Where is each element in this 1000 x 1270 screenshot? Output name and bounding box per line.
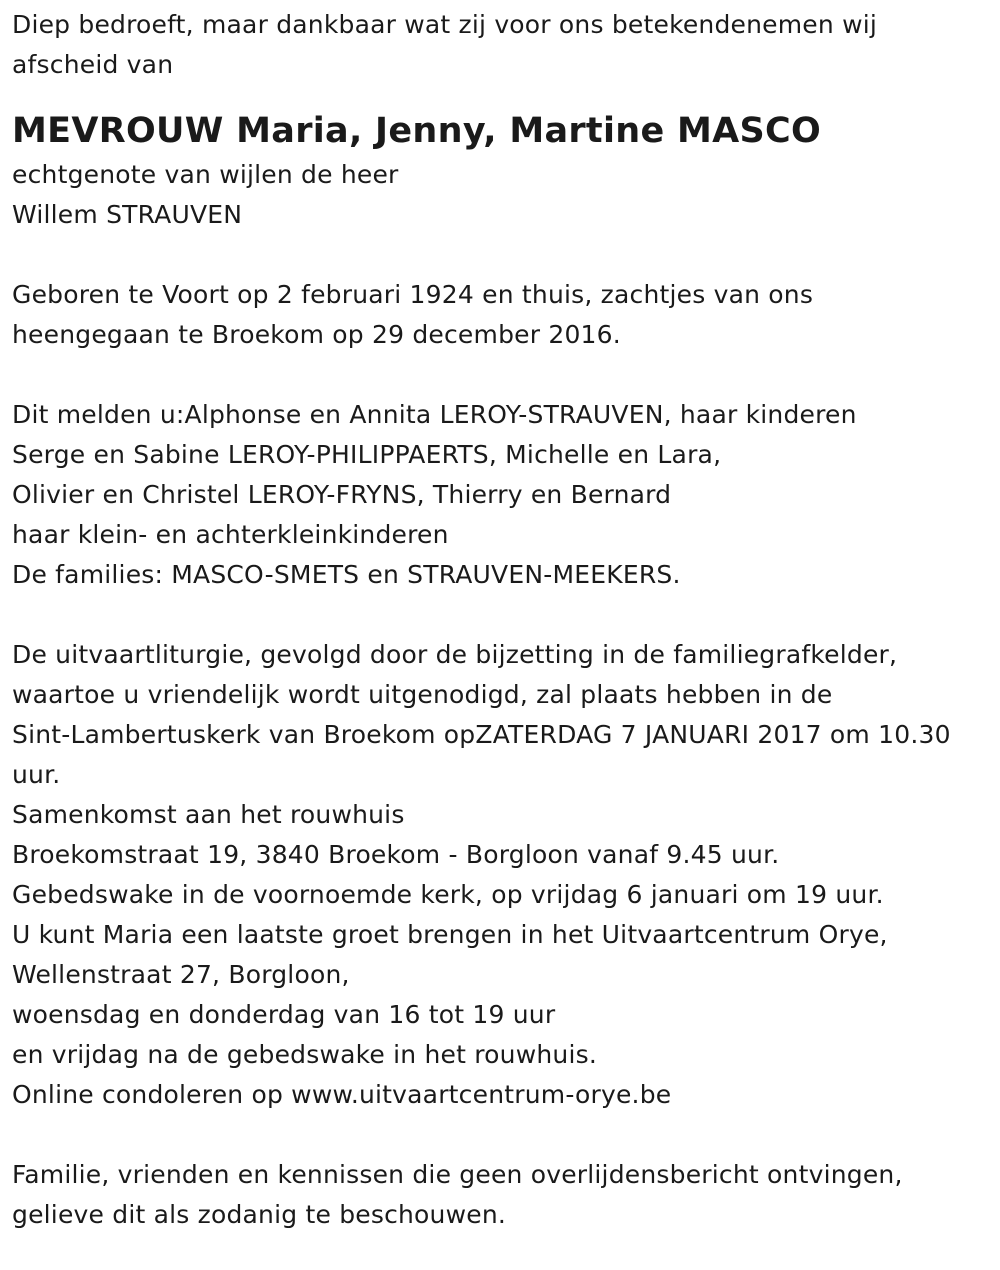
birth-death-line: heengegaan te Broekom op 29 december 2016.: [12, 320, 621, 349]
intro-line: Diep bedroeft, maar dankbaar wat zij voor ons betekendenemen wij: [12, 10, 878, 39]
spouse-line: Willem STRAUVEN: [12, 200, 243, 229]
funeral-line: waartoe u vriendelijk wordt uitgenodigd, zal plaats hebben in de: [12, 680, 833, 709]
announcer-line: Olivier en Christel LEROY-FRYNS, Thierry en Bernard: [12, 480, 672, 509]
announcer-line: De families: MASCO-SMETS en STRAUVEN-MEEKERS.: [12, 560, 681, 589]
closing-paragraph: [12, 1155, 992, 1235]
closing-line: gelieve dit als zodanig te beschouwen.: [12, 1200, 507, 1229]
closing-line: Familie, vrienden en kennissen die geen overlijdensbericht ontvingen,: [12, 1160, 903, 1189]
funeral-line: Broekomstraat 19, 3840 Broekom - Borgloon vanaf 9.45 uur.: [12, 840, 780, 869]
intro-line: afscheid van: [12, 50, 174, 79]
announcers-paragraph: [12, 395, 992, 595]
death-notice: [12, 0, 992, 1235]
funeral-paragraph: [12, 635, 992, 1115]
announcer-line: Serge en Sabine LEROY-PHILIPPAERTS, Michelle en Lara,: [12, 440, 722, 469]
condolence-website-line: Online condoleren op www.uitvaartcentrum-orye.be: [12, 1080, 672, 1109]
announcer-line: Dit melden u:Alphonse en Annita LEROY-STRAUVEN, haar kinderen: [12, 400, 857, 429]
funeral-line: en vrijdag na de gebedswake in het rouwhuis.: [12, 1040, 597, 1069]
intro-paragraph: [12, 0, 992, 85]
spouse-line: echtgenote van wijlen de heer: [12, 160, 399, 189]
announcer-line: haar klein- en achterkleinkinderen: [12, 520, 449, 549]
funeral-line: Gebedswake in de voornoemde kerk, op vrijdag 6 januari om 19 uur.: [12, 880, 884, 909]
funeral-line: De uitvaartliturgie, gevolgd door de bijzetting in de familiegrafkelder,: [12, 640, 898, 669]
funeral-line: Sint-Lambertuskerk van Broekom opZATERDAG 7 JANUARI 2017 om 10.30: [12, 720, 951, 749]
birth-death-paragraph: [12, 275, 992, 355]
funeral-line: Wellenstraat 27, Borgloon,: [12, 960, 350, 989]
funeral-line: U kunt Maria een laatste groet brengen in het Uitvaartcentrum Orye,: [12, 920, 888, 949]
funeral-line: uur.: [12, 760, 61, 789]
birth-death-line: Geboren te Voort op 2 februari 1924 en thuis, zachtjes van ons: [12, 280, 814, 309]
funeral-line: Samenkomst aan het rouwhuis: [12, 800, 405, 829]
spouse-paragraph: [12, 155, 992, 235]
deceased-name: MEVROUW Maria, Jenny, Martine MASCO: [12, 111, 822, 151]
funeral-line: woensdag en donderdag van 16 tot 19 uur: [12, 1000, 556, 1029]
